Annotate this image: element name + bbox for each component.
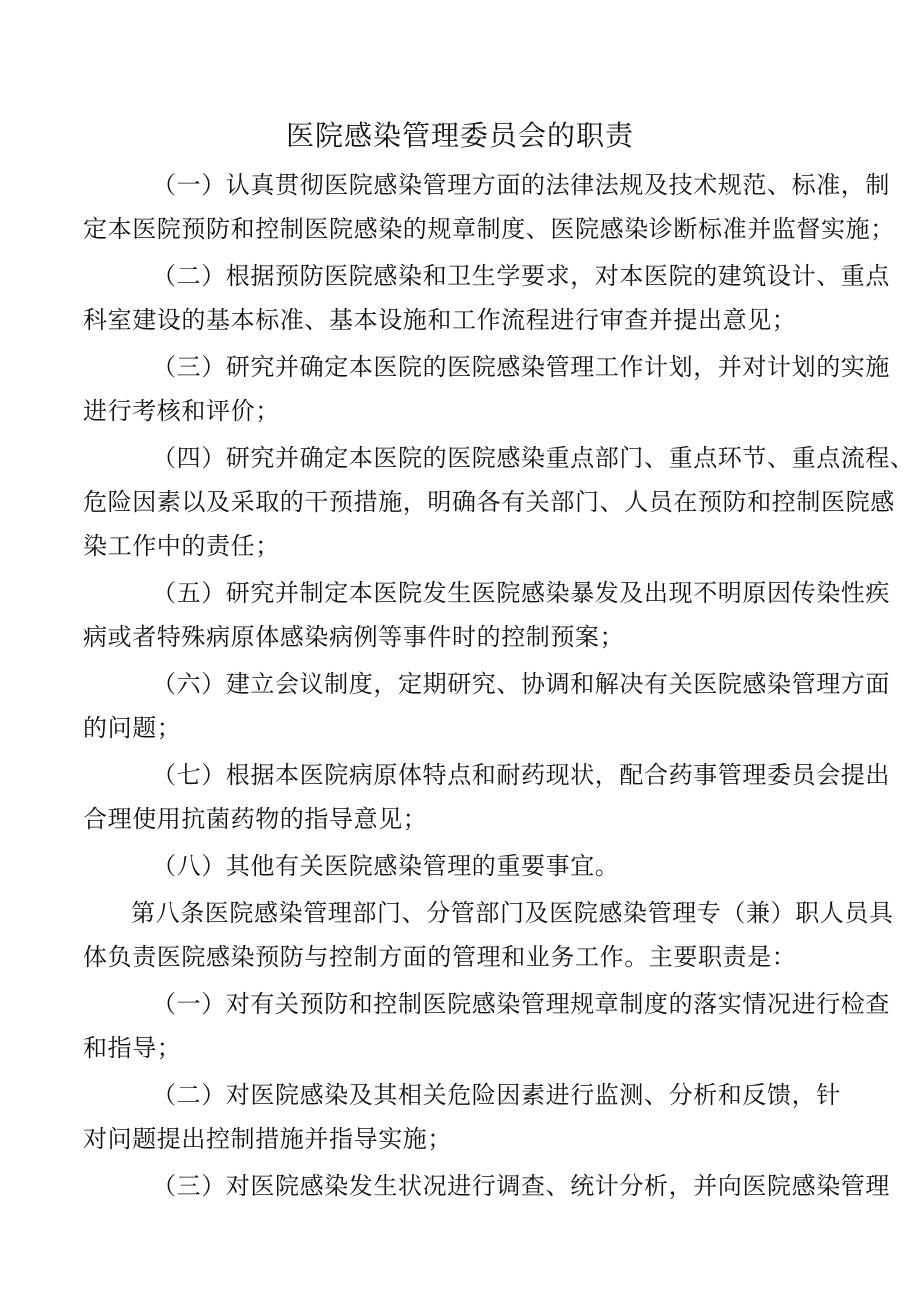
text-line: （五）研究并制定本医院发生医院感染暴发及出现不明原因传染性疾	[152, 579, 890, 607]
text-line: 第八条医院感染管理部门、分管部门及医院感染管理专（兼）职人员具	[131, 899, 894, 927]
text-line: 染工作中的责任；	[83, 532, 280, 560]
text-line: 定本医院预防和控制医院感染的规章制度、医院感染诊断标准并监督实施；	[83, 215, 895, 243]
text-line: （八）其他有关医院感染管理的重要事宜。	[152, 852, 620, 880]
text-line: （一）认真贯彻医院感染管理方面的法律法规及技术规范、标准，制	[152, 171, 890, 199]
text-line: （四）研究并确定本医院的医院感染重点部门、重点环节、重点流程、	[152, 444, 915, 472]
text-line: （二）对医院感染及其相关危险因素进行监测、分析和反馈，针	[152, 1081, 841, 1109]
document-title: 医院感染管理委员会的职责	[285, 119, 634, 152]
text-line: （三）对医院感染发生状况进行调查、统计分析，并向医院感染管理	[152, 1172, 890, 1200]
text-line: 的问题；	[83, 714, 182, 742]
text-line: 体负责医院感染预防与控制方面的管理和业务工作。主要职责是：	[83, 943, 797, 971]
text-line: 科室建设的基本标准、基本设施和工作流程进行审查并提出意见；	[83, 306, 797, 334]
text-line: （二）根据预防医院感染和卫生学要求，对本医院的建筑设计、重点	[152, 262, 890, 290]
text-line: 合理使用抗菌药物的指导意见；	[83, 805, 428, 833]
text-line: 对问题提出控制措施并指导实施；	[83, 1125, 452, 1153]
text-line: （三）研究并确定本医院的医院感染管理工作计划，并对计划的实施	[152, 353, 890, 381]
text-line: 和指导；	[83, 1034, 182, 1062]
text-line: （七）根据本医院病原体特点和耐药现状，配合药事管理委员会提出	[152, 761, 890, 789]
text-line: 危险因素以及采取的干预措施，明确各有关部门、人员在预防和控制医院感	[83, 488, 895, 516]
text-line: （六）建立会议制度，定期研究、协调和解决有关医院感染管理方面	[152, 670, 890, 698]
text-line: 病或者特殊病原体感染病例等事件时的控制预案；	[83, 623, 625, 651]
text-line: 进行考核和评价；	[83, 397, 280, 425]
text-line: （一）对有关预防和控制医院感染管理规章制度的落实情况进行检查	[152, 990, 890, 1018]
